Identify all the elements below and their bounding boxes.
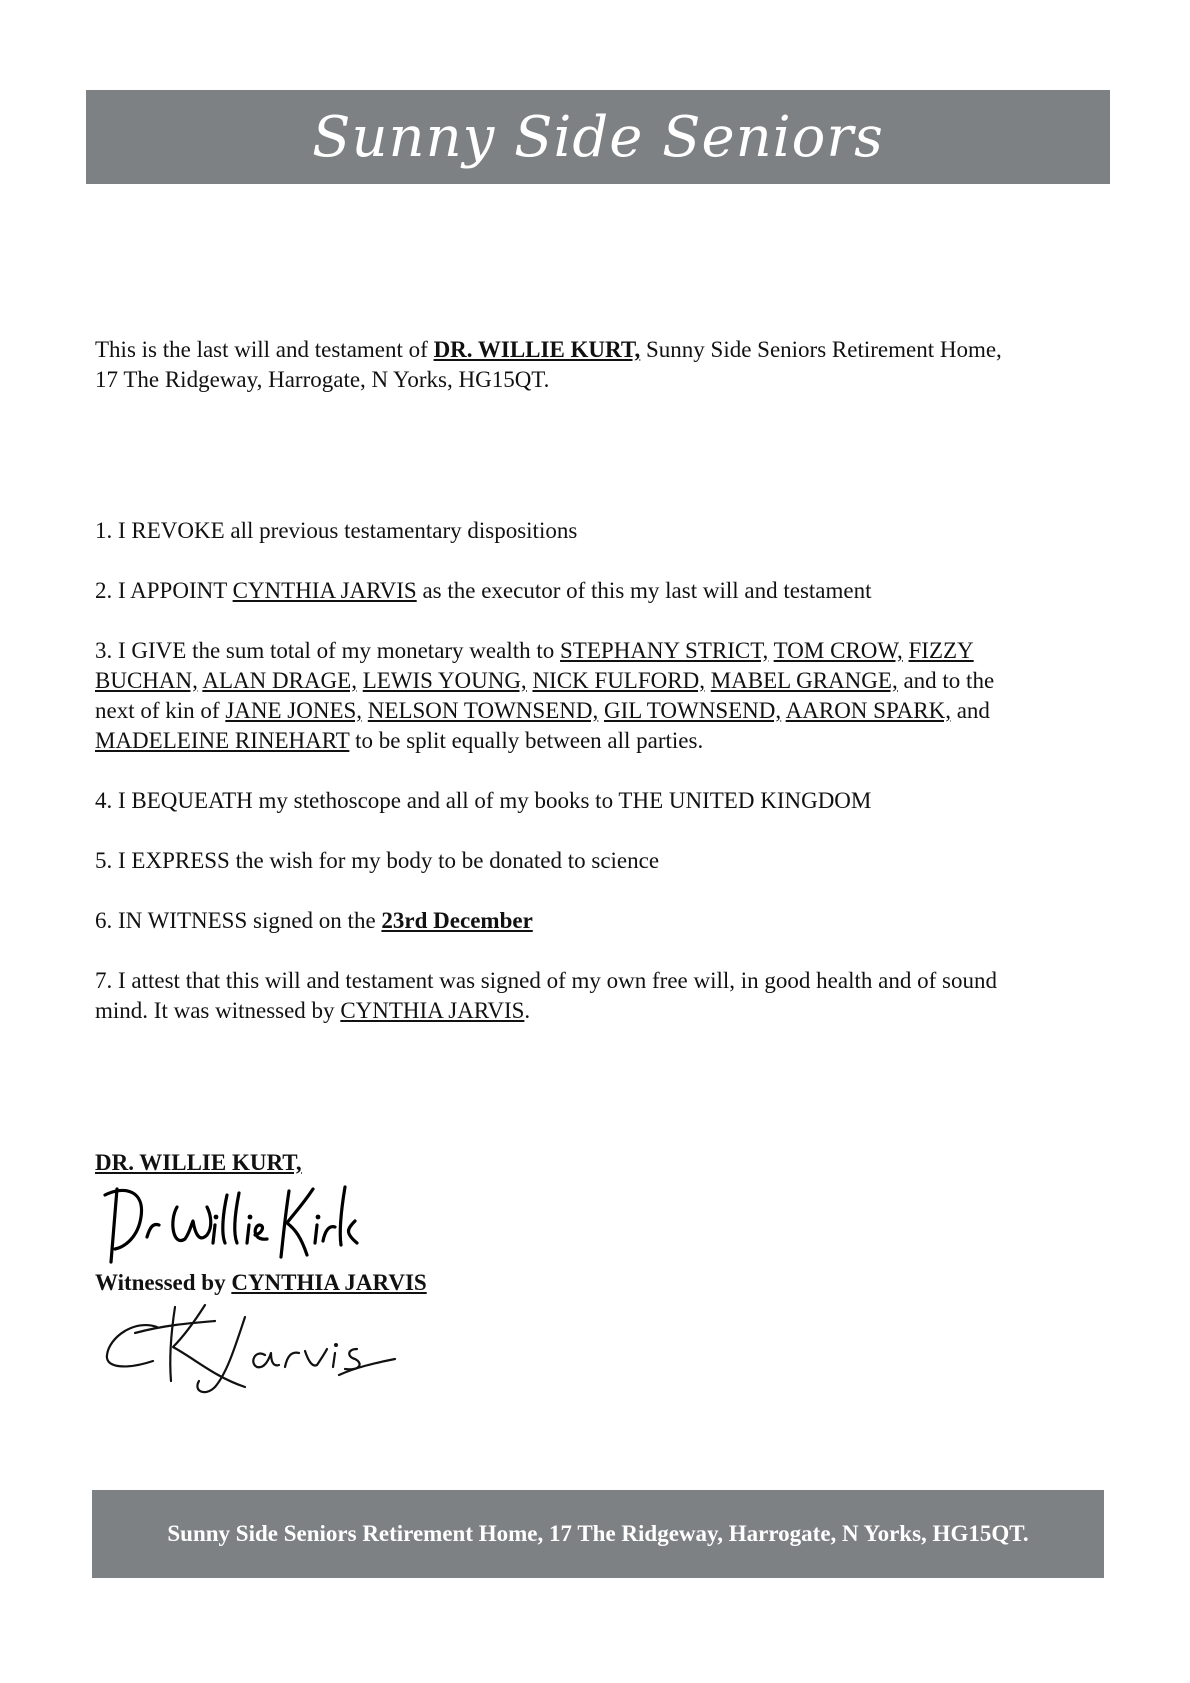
beneficiary: FIZZY	[908, 638, 974, 663]
beneficiary: LEWIS YOUNG,	[362, 668, 527, 693]
beneficiary: NICK FULFORD,	[532, 668, 705, 693]
next-of-kin: NELSON TOWNSEND,	[367, 698, 599, 723]
clause-7-line1: 7. I attest that this will and testament was signed of my own free will, in good health and of sound	[95, 968, 997, 993]
signing-date: 23rd December	[381, 908, 533, 933]
next-of-kin: GIL TOWNSEND,	[603, 698, 782, 723]
next-of-kin: JANE JONES,	[225, 698, 363, 723]
beneficiary: BUCHAN,	[95, 668, 198, 693]
clause-2	[95, 576, 1095, 606]
clause-7	[95, 966, 1095, 1026]
clause-2-suffix: as the executor of this my last will and testament	[416, 578, 872, 603]
clause-1: 1. I REVOKE all previous testamentary dispositions	[95, 518, 578, 543]
clause-3-mid: and to the	[897, 668, 995, 693]
next-of-kin: AARON SPARK,	[785, 698, 951, 723]
witness-prefix: Witnessed by	[95, 1270, 232, 1295]
clause-3	[95, 636, 1095, 756]
witness-signature-name: CYNTHIA JARVIS	[231, 1270, 427, 1295]
clause-3-suffix: to be split equally between all parties.	[349, 728, 704, 753]
header-banner	[86, 90, 1110, 184]
intro-paragraph	[95, 335, 1095, 395]
intro-address-1: Sunny Side Seniors Retirement Home,	[640, 337, 1002, 362]
clause-3-and: and	[950, 698, 990, 723]
beneficiary: TOM CROW,	[773, 638, 903, 663]
intro-prefix: This is the last will and testament of	[95, 337, 434, 362]
beneficiary: ALAN DRAGE,	[202, 668, 357, 693]
footer-banner	[92, 1490, 1104, 1578]
clause-3-mid2: next of kin of	[95, 698, 226, 723]
clause-3-prefix: 3. I GIVE the sum total of my monetary wealth to	[95, 638, 561, 663]
clause-4: 4. I BEQUEATH my stethoscope and all of my books to THE UNITED KINGDOM	[95, 788, 872, 813]
footer-address: Sunny Side Seniors Retirement Home, 17 The Ridgeway, Harrogate, N Yorks, HG15QT.	[167, 1521, 1029, 1546]
signature-block	[95, 1149, 695, 1402]
clause-2-prefix: 2. I APPOINT	[95, 578, 233, 603]
witness-name-inline: CYNTHIA JARVIS	[340, 998, 525, 1023]
beneficiary: STEPHANY STRICT,	[560, 638, 769, 663]
testator-signature-name: DR. WILLIE KURT,	[95, 1150, 302, 1175]
clause-5: 5. I EXPRESS the wish for my body to be donated to science	[95, 848, 660, 873]
testator-signature-image	[95, 1177, 395, 1269]
witness-line	[95, 1269, 695, 1297]
clause-7-suffix: .	[524, 998, 531, 1023]
intro-address-2: 17 The Ridgeway, Harrogate, N Yorks, HG15QT.	[95, 367, 550, 392]
clause-6	[95, 906, 1095, 936]
header-title: Sunny Side Seniors	[312, 104, 884, 170]
witness-signature-image	[95, 1297, 415, 1402]
executor-name: CYNTHIA JARVIS	[232, 578, 417, 603]
beneficiary: MABEL GRANGE,	[710, 668, 898, 693]
next-of-kin: MADELEINE RINEHART	[95, 728, 350, 753]
clauses-list	[95, 516, 1095, 1056]
clause-7-prefix: mind. It was witnessed by	[95, 998, 341, 1023]
testator-name: DR. WILLIE KURT,	[433, 337, 641, 362]
clause-6-prefix: 6. IN WITNESS signed on the	[95, 908, 382, 933]
